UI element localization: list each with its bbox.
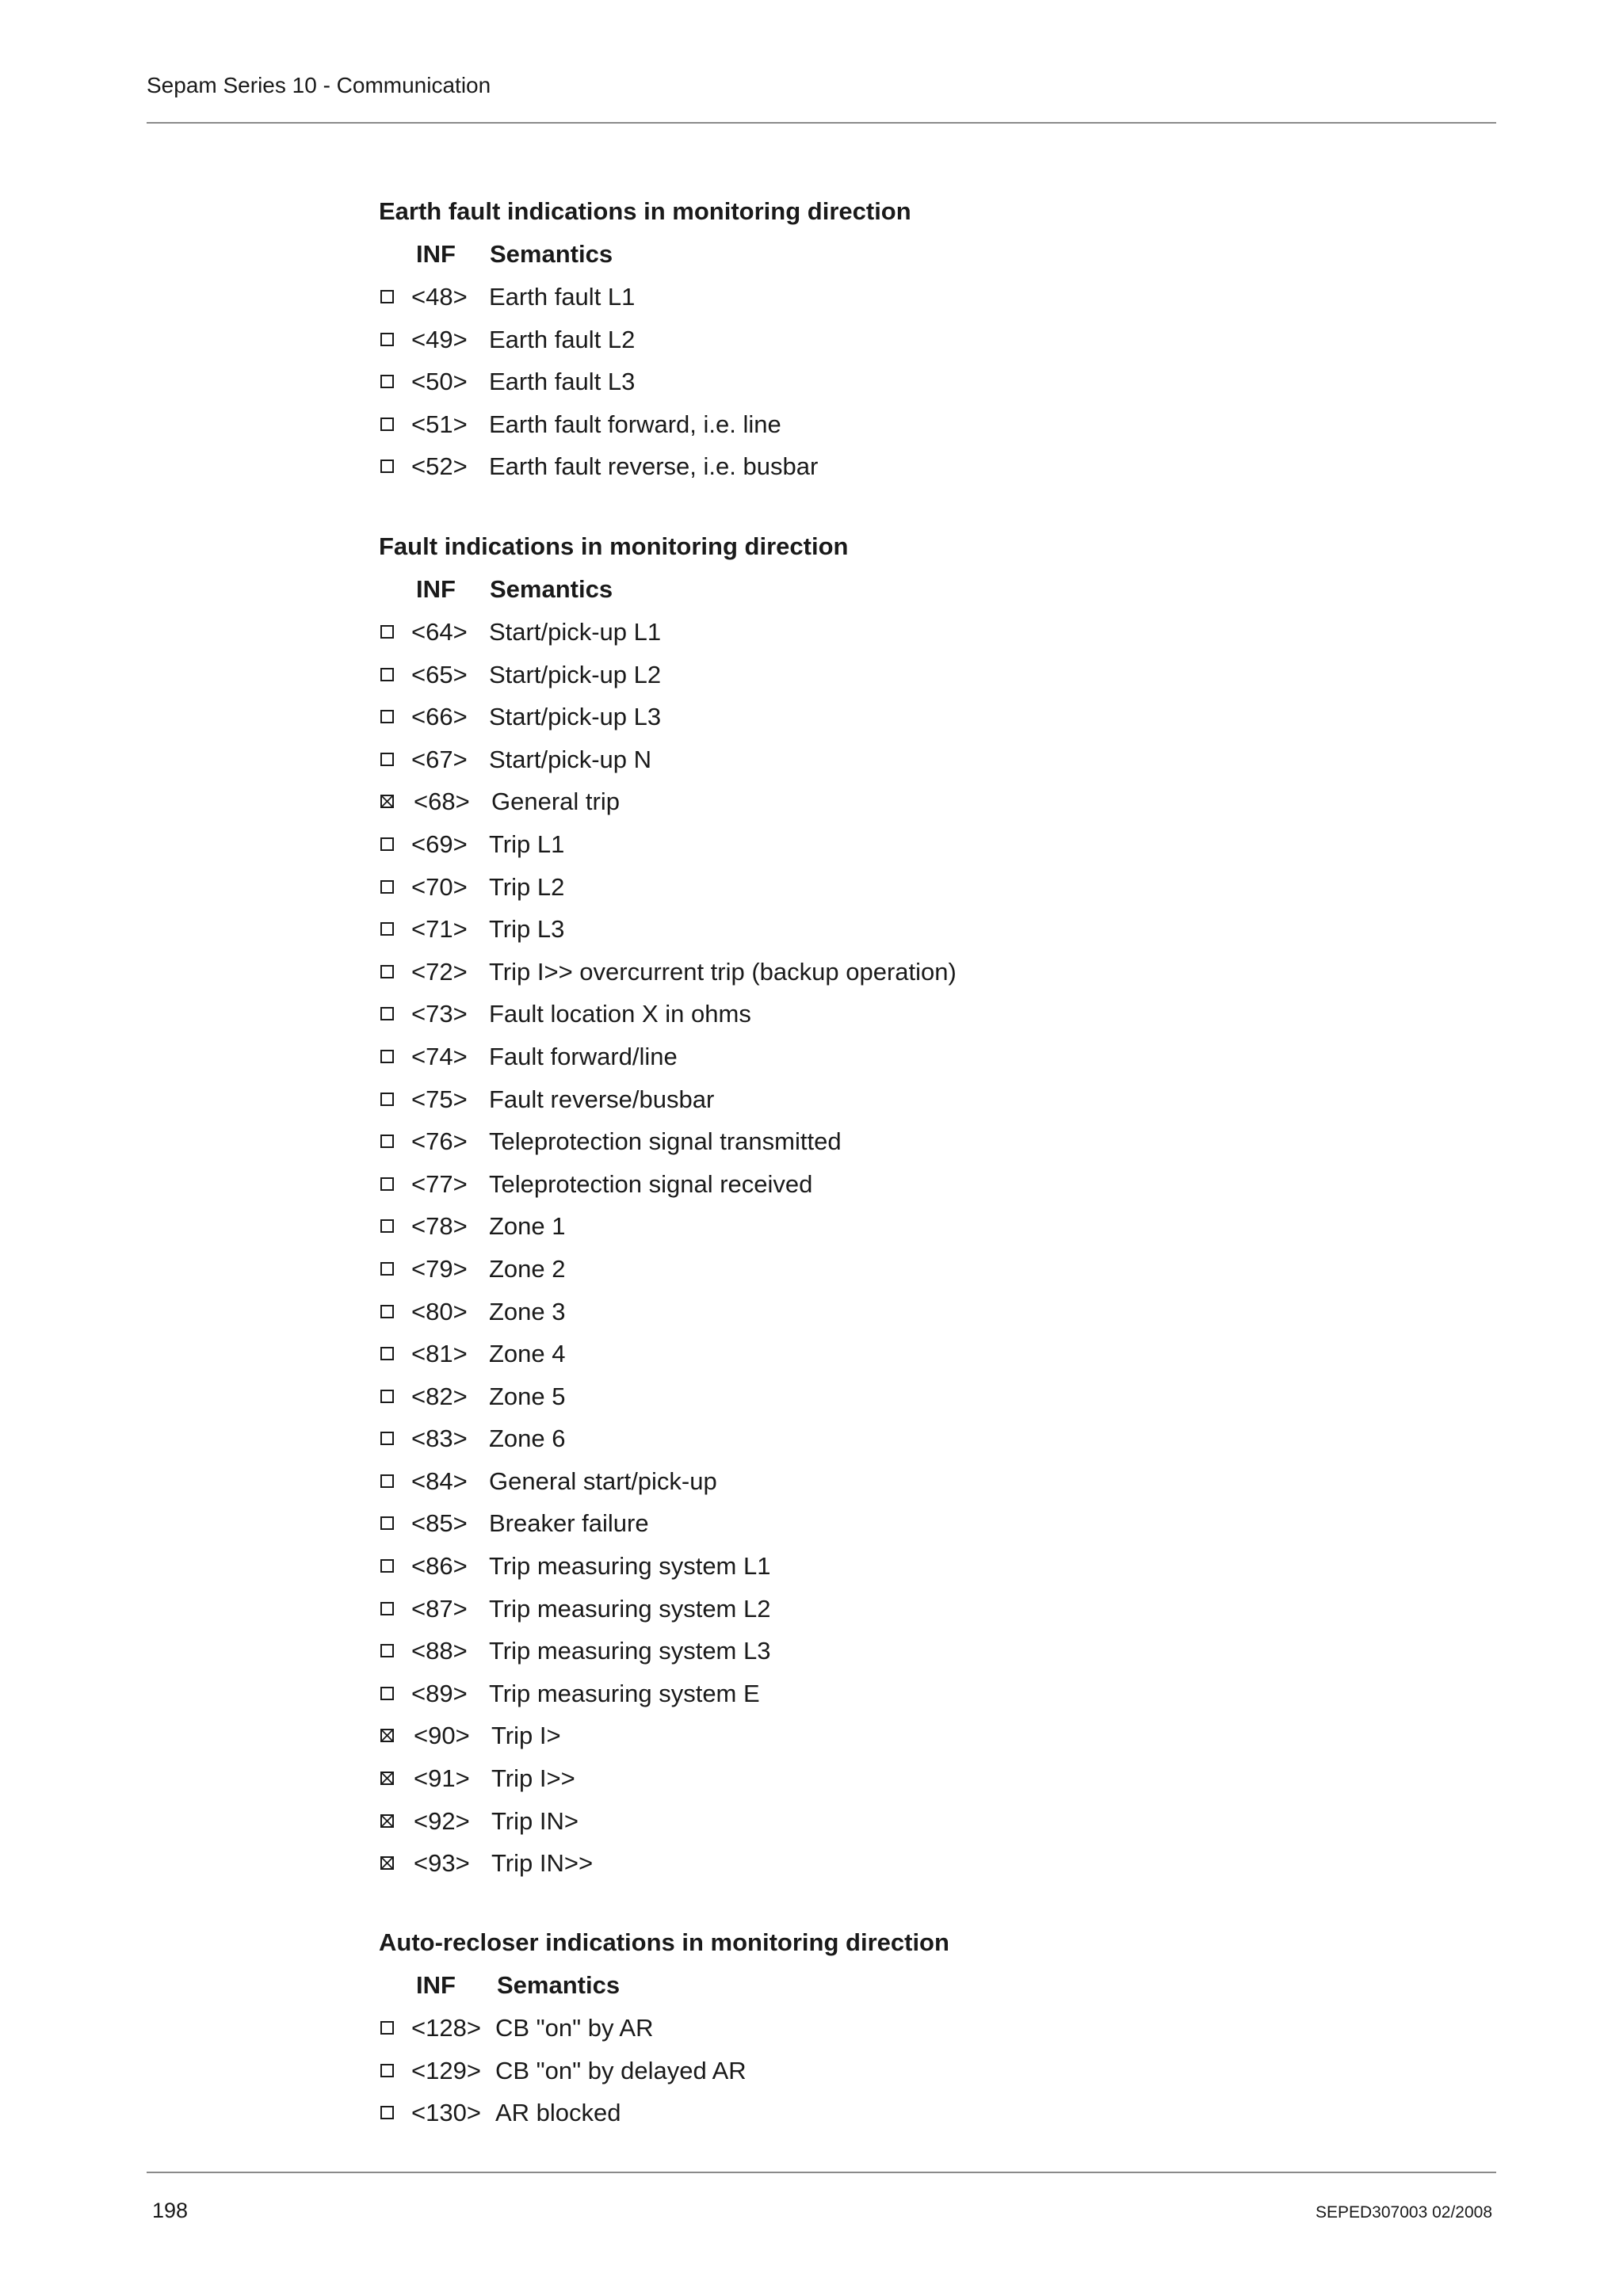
- list-item: [379, 2092, 949, 2134]
- list-item: [379, 360, 911, 403]
- list-item: [379, 866, 848, 909]
- empty-checkbox-icon: [380, 2106, 394, 2119]
- semantics-text: General start/pick-up: [489, 1466, 717, 1495]
- list-item: [379, 318, 911, 361]
- empty-checkbox-icon: [380, 625, 394, 639]
- inf-code: <69>: [411, 830, 468, 858]
- list-item: [379, 1291, 848, 1333]
- list-item: [379, 1375, 848, 1418]
- empty-checkbox-icon: [380, 1432, 394, 1445]
- semantics-text: Start/pick-up L3: [489, 703, 662, 731]
- empty-checkbox-icon: [380, 1516, 394, 1530]
- empty-checkbox-icon: [380, 1050, 394, 1063]
- empty-checkbox-icon: [380, 668, 394, 681]
- column-header-inf: INF: [416, 575, 456, 603]
- empty-checkbox-icon: [380, 1687, 394, 1700]
- inf-code: <88>: [411, 1637, 468, 1665]
- inf-code: <93>: [414, 1849, 470, 1878]
- list-item: [379, 1120, 848, 1163]
- empty-checkbox-icon: [380, 1602, 394, 1615]
- empty-checkbox-icon: [380, 1474, 394, 1488]
- semantics-text: Trip IN>>: [491, 1849, 594, 1878]
- semantics-text: Fault reverse/busbar: [489, 1085, 715, 1113]
- empty-checkbox-icon: [380, 1390, 394, 1403]
- empty-checkbox-icon: [380, 1262, 394, 1276]
- empty-checkbox-icon: [380, 880, 394, 894]
- inf-code: <81>: [411, 1340, 468, 1368]
- inf-code: <83>: [411, 1425, 468, 1453]
- empty-checkbox-icon: [380, 965, 394, 978]
- inf-code: <72>: [411, 957, 468, 986]
- list-item: [379, 403, 911, 446]
- inf-code: <79>: [411, 1254, 468, 1283]
- inf-code: <78>: [411, 1212, 468, 1241]
- semantics-text: Earth fault reverse, i.e. busbar: [489, 452, 819, 481]
- column-header-semantics: Semantics: [490, 240, 613, 268]
- empty-checkbox-icon: [380, 2064, 394, 2077]
- empty-checkbox-icon: [380, 333, 394, 346]
- semantics-text: General trip: [491, 788, 620, 816]
- inf-code: <130>: [411, 2099, 481, 2127]
- list-item: [379, 696, 848, 738]
- semantics-text: Earth fault L3: [489, 368, 636, 396]
- semantics-text: Trip measuring system E: [489, 1679, 760, 1707]
- list-item: [379, 1248, 848, 1291]
- inf-code: <50>: [411, 368, 468, 396]
- empty-checkbox-icon: [380, 290, 394, 303]
- list-item: [379, 823, 848, 866]
- semantics-text: Start/pick-up L1: [489, 618, 662, 646]
- list-item: [379, 1757, 848, 1800]
- semantics-text: Zone 2: [489, 1254, 566, 1283]
- empty-checkbox-icon: [380, 710, 394, 723]
- list-item: [379, 276, 911, 318]
- column-header-inf: INF: [416, 240, 456, 268]
- semantics-text: CB "on" by delayed AR: [495, 2056, 747, 2084]
- inf-code: <90>: [414, 1722, 470, 1750]
- list-item: [379, 1714, 848, 1757]
- inf-code: <86>: [411, 1552, 468, 1581]
- semantics-text: Zone 5: [489, 1382, 566, 1410]
- column-header: [379, 1964, 949, 2007]
- semantics-text: Trip L1: [489, 830, 565, 858]
- inf-code: <65>: [411, 660, 468, 688]
- page-header-title: Sepam Series 10 - Communication: [147, 73, 491, 97]
- inf-code: <51>: [411, 410, 468, 438]
- list-item: [379, 2007, 949, 2050]
- list-item: [379, 738, 848, 781]
- list-item: [379, 1800, 848, 1843]
- column-header-semantics: Semantics: [490, 575, 613, 603]
- inf-code: <128>: [411, 2014, 481, 2042]
- section-auto-recloser: [379, 1921, 949, 2134]
- inf-code: <92>: [414, 1806, 470, 1835]
- list-item: [379, 1502, 848, 1545]
- semantics-text: Trip measuring system L2: [489, 1594, 771, 1623]
- inf-code: <52>: [411, 452, 468, 481]
- checked-box-icon: [380, 1772, 394, 1785]
- semantics-text: Trip L3: [489, 915, 565, 944]
- list-item: [379, 2050, 949, 2092]
- semantics-text: Trip I>: [491, 1722, 561, 1750]
- list-item: [379, 1460, 848, 1503]
- empty-checkbox-icon: [380, 753, 394, 766]
- list-item: [379, 951, 957, 994]
- inf-code: <49>: [411, 325, 468, 353]
- semantics-text: AR blocked: [495, 2099, 621, 2127]
- semantics-text: Trip measuring system L1: [489, 1552, 771, 1581]
- list-item: [379, 1545, 848, 1588]
- inf-code: <76>: [411, 1127, 468, 1156]
- list-item: [379, 1163, 848, 1206]
- inf-code: <66>: [411, 703, 468, 731]
- header-divider: [147, 122, 1496, 124]
- list-item: [379, 1630, 848, 1672]
- semantics-text: Teleprotection signal received: [489, 1169, 813, 1198]
- footer-divider: [147, 2172, 1496, 2173]
- inf-code: <87>: [411, 1594, 468, 1623]
- empty-checkbox-icon: [380, 1093, 394, 1106]
- list-item: [379, 1672, 848, 1715]
- column-header: [379, 568, 848, 611]
- empty-checkbox-icon: [380, 1347, 394, 1360]
- list-item: [379, 1035, 848, 1078]
- empty-checkbox-icon: [380, 1219, 394, 1233]
- inf-code: <77>: [411, 1169, 468, 1198]
- list-item: [379, 1842, 848, 1885]
- empty-checkbox-icon: [380, 418, 394, 431]
- semantics-text: Zone 4: [489, 1340, 566, 1368]
- inf-code: <82>: [411, 1382, 468, 1410]
- semantics-text: Trip measuring system L3: [489, 1637, 771, 1665]
- empty-checkbox-icon: [380, 1007, 394, 1020]
- inf-code: <89>: [411, 1679, 468, 1707]
- list-item: [379, 1333, 848, 1375]
- section-title: Earth fault indications in monitoring direction: [379, 197, 911, 225]
- inf-code: <80>: [411, 1297, 468, 1325]
- inf-code: <70>: [411, 872, 468, 901]
- empty-checkbox-icon: [380, 922, 394, 936]
- inf-code: <68>: [414, 788, 470, 816]
- list-item: [379, 1417, 848, 1460]
- empty-checkbox-icon: [380, 1644, 394, 1657]
- list-item: [379, 993, 848, 1035]
- section-title: Auto-recloser indications in monitoring direction: [379, 1928, 949, 1956]
- empty-checkbox-icon: [380, 1135, 394, 1148]
- inf-code: <85>: [411, 1509, 468, 1538]
- empty-checkbox-icon: [380, 1305, 394, 1318]
- section-title: Fault indications in monitoring direction: [379, 532, 849, 560]
- semantics-text: Fault forward/line: [489, 1042, 678, 1070]
- semantics-text: Trip I>> overcurrent trip (backup operation): [489, 957, 957, 986]
- inf-code: <73>: [411, 1000, 468, 1028]
- list-item: [379, 445, 911, 488]
- empty-checkbox-icon: [380, 1177, 394, 1191]
- inf-code: <48>: [411, 283, 468, 311]
- semantics-text: Teleprotection signal transmitted: [489, 1127, 842, 1156]
- empty-checkbox-icon: [380, 2021, 394, 2035]
- column-header-inf: INF: [416, 1971, 456, 1999]
- column-header-semantics: Semantics: [497, 1971, 621, 1999]
- semantics-text: Zone 3: [489, 1297, 566, 1325]
- list-item: [379, 1078, 848, 1121]
- list-item: [379, 1205, 848, 1248]
- list-item: [379, 654, 848, 696]
- semantics-text: Breaker failure: [489, 1509, 649, 1538]
- inf-code: <74>: [411, 1042, 468, 1070]
- semantics-text: Trip IN>: [491, 1806, 579, 1835]
- semantics-text: Earth fault L1: [489, 283, 636, 311]
- inf-code: <71>: [411, 915, 468, 944]
- inf-code: <75>: [411, 1085, 468, 1113]
- semantics-text: Zone 1: [489, 1212, 566, 1241]
- checked-box-icon: [380, 1729, 394, 1742]
- semantics-text: Earth fault L2: [489, 325, 636, 353]
- semantics-text: Start/pick-up N: [489, 745, 652, 773]
- inf-code: <67>: [411, 745, 468, 773]
- empty-checkbox-icon: [380, 460, 394, 473]
- list-item: [379, 611, 848, 654]
- inf-code: <64>: [411, 618, 468, 646]
- inf-code: <91>: [414, 1764, 470, 1793]
- semantics-text: Zone 6: [489, 1425, 566, 1453]
- empty-checkbox-icon: [380, 1559, 394, 1573]
- semantics-text: CB "on" by AR: [495, 2014, 654, 2042]
- inf-code: <84>: [411, 1466, 468, 1495]
- checked-box-icon: [380, 795, 394, 808]
- checked-box-icon: [380, 1814, 394, 1828]
- semantics-text: Trip L2: [489, 872, 565, 901]
- inf-code: <129>: [411, 2056, 481, 2084]
- section-fault-indications: [379, 525, 957, 1885]
- page-number: 198: [152, 2199, 189, 2222]
- section-earth-fault: [379, 190, 911, 488]
- empty-checkbox-icon: [380, 837, 394, 851]
- semantics-text: Trip I>>: [491, 1764, 575, 1793]
- semantics-text: Fault location X in ohms: [489, 1000, 751, 1028]
- checked-box-icon: [380, 1856, 394, 1870]
- semantics-text: Start/pick-up L2: [489, 660, 662, 688]
- empty-checkbox-icon: [380, 375, 394, 388]
- semantics-text: Earth fault forward, i.e. line: [489, 410, 781, 438]
- column-header: [379, 233, 911, 276]
- document-reference: SEPED307003 02/2008: [1315, 2203, 1492, 2222]
- list-item: [379, 780, 848, 823]
- list-item: [379, 908, 848, 951]
- list-item: [379, 1588, 848, 1630]
